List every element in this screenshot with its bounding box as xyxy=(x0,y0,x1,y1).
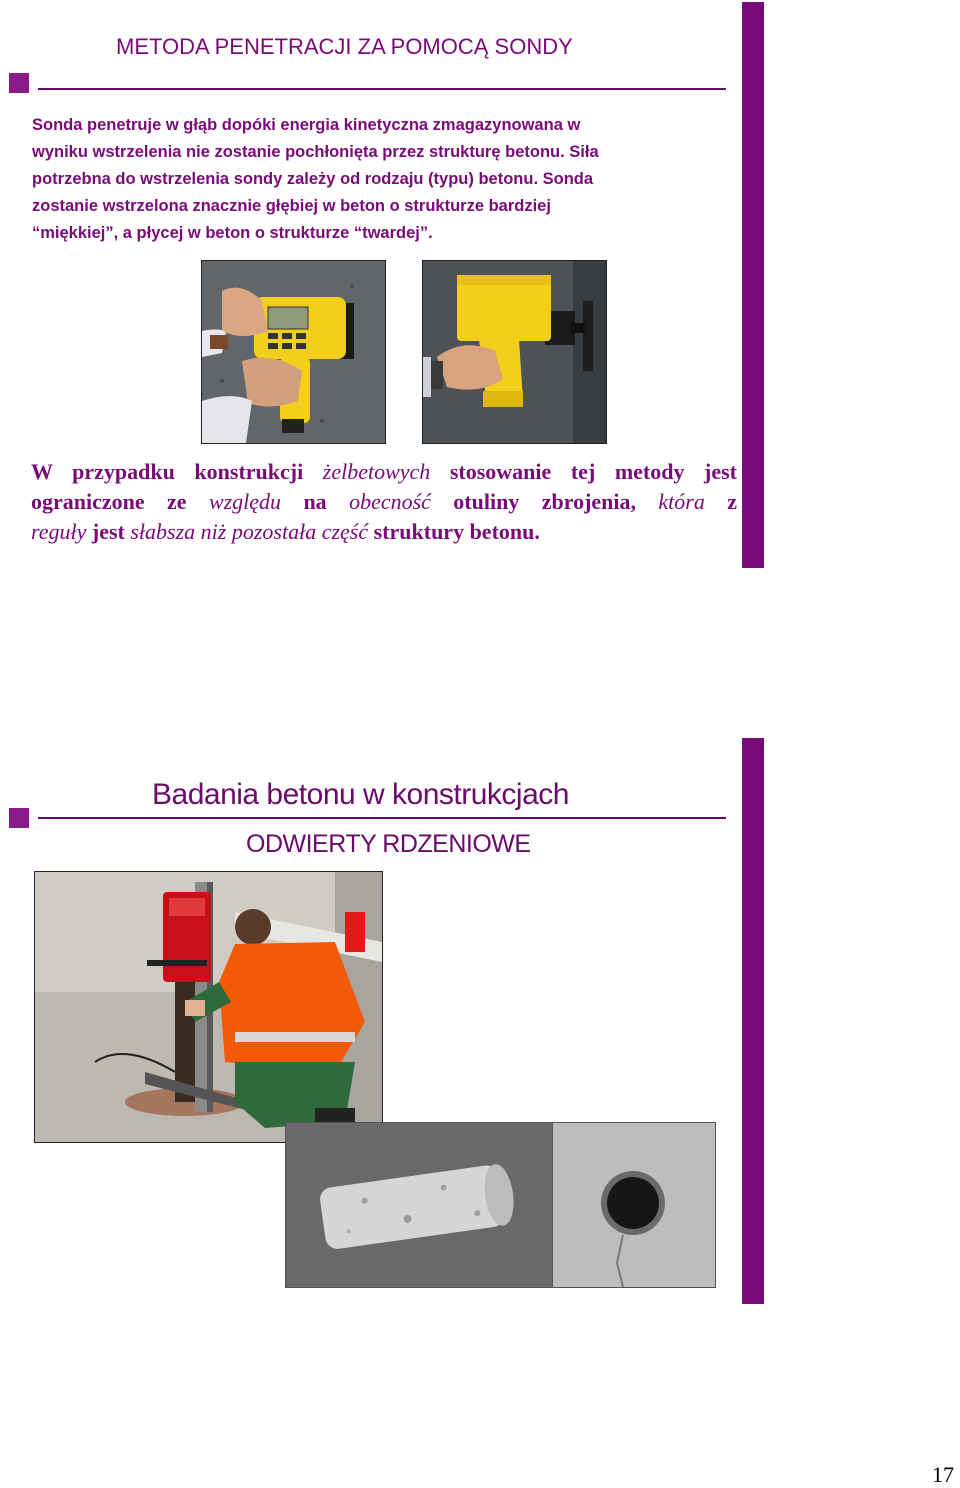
paragraph-line: potrzebna do wstrzelenia sondy zależy od rodzaju (typu) betonu. Sonda xyxy=(32,170,594,188)
probe-device-photo-2 xyxy=(422,260,607,444)
note-italic: reguły xyxy=(31,519,87,544)
note-text: z xyxy=(704,489,738,514)
note-text: struktury betonu. xyxy=(368,519,540,544)
note-italic: żelbetowych xyxy=(322,459,431,484)
note-text: na xyxy=(281,489,350,514)
note-italic: słabsza niż pozostała część xyxy=(130,519,369,544)
probe-device-photo-1 xyxy=(201,260,386,444)
slide2-title-underline xyxy=(38,817,726,819)
page-number: 17 xyxy=(932,1462,954,1487)
paragraph-line: wyniku wstrzelenia nie zostanie pochłonięta przez strukturę betonu. Siła xyxy=(32,143,599,161)
slide2-title: Badania betonu w konstrukcjach xyxy=(152,778,569,811)
slide1-paragraph xyxy=(32,112,692,247)
paragraph-line: “miękkiej”, a płycej w beton o strukturze “twardej”. xyxy=(32,224,433,242)
note-italic: która xyxy=(658,489,705,514)
square-bullet-icon xyxy=(9,808,29,828)
note-text: stosowanie tej metody jest xyxy=(430,459,737,484)
note-italic: względu xyxy=(208,489,282,514)
core-hole-photo xyxy=(552,1122,716,1288)
square-bullet-icon xyxy=(9,73,29,93)
slide2-accent-bar xyxy=(742,738,764,1304)
slide2-subtitle: ODWIERTY RDZENIOWE xyxy=(246,830,531,858)
note-line xyxy=(31,517,737,547)
note-text: W przypadku konstrukcji xyxy=(31,459,323,484)
note-text: jest xyxy=(86,519,131,544)
slide1-note xyxy=(31,457,737,547)
slide1-title: METODA PENETRACJI ZA POMOCĄ SONDY xyxy=(116,34,573,59)
core-drilling-photo xyxy=(34,871,383,1143)
note-italic: obecność xyxy=(349,489,431,514)
paragraph-line: zostanie wstrzelona znacznie głębiej w beton o strukturze bardziej xyxy=(32,197,551,215)
slide1-title-underline xyxy=(38,88,726,90)
note-line xyxy=(31,487,737,517)
note-text: otuliny zbrojenia, xyxy=(430,489,659,514)
slide1-accent-bar xyxy=(742,2,764,568)
concrete-core-photo xyxy=(285,1122,554,1288)
note-text: ograniczone ze xyxy=(31,489,209,514)
note-line xyxy=(31,457,737,487)
paragraph-line: Sonda penetruje w głąb dopóki energia kinetyczna zmagazynowana w xyxy=(32,116,581,134)
